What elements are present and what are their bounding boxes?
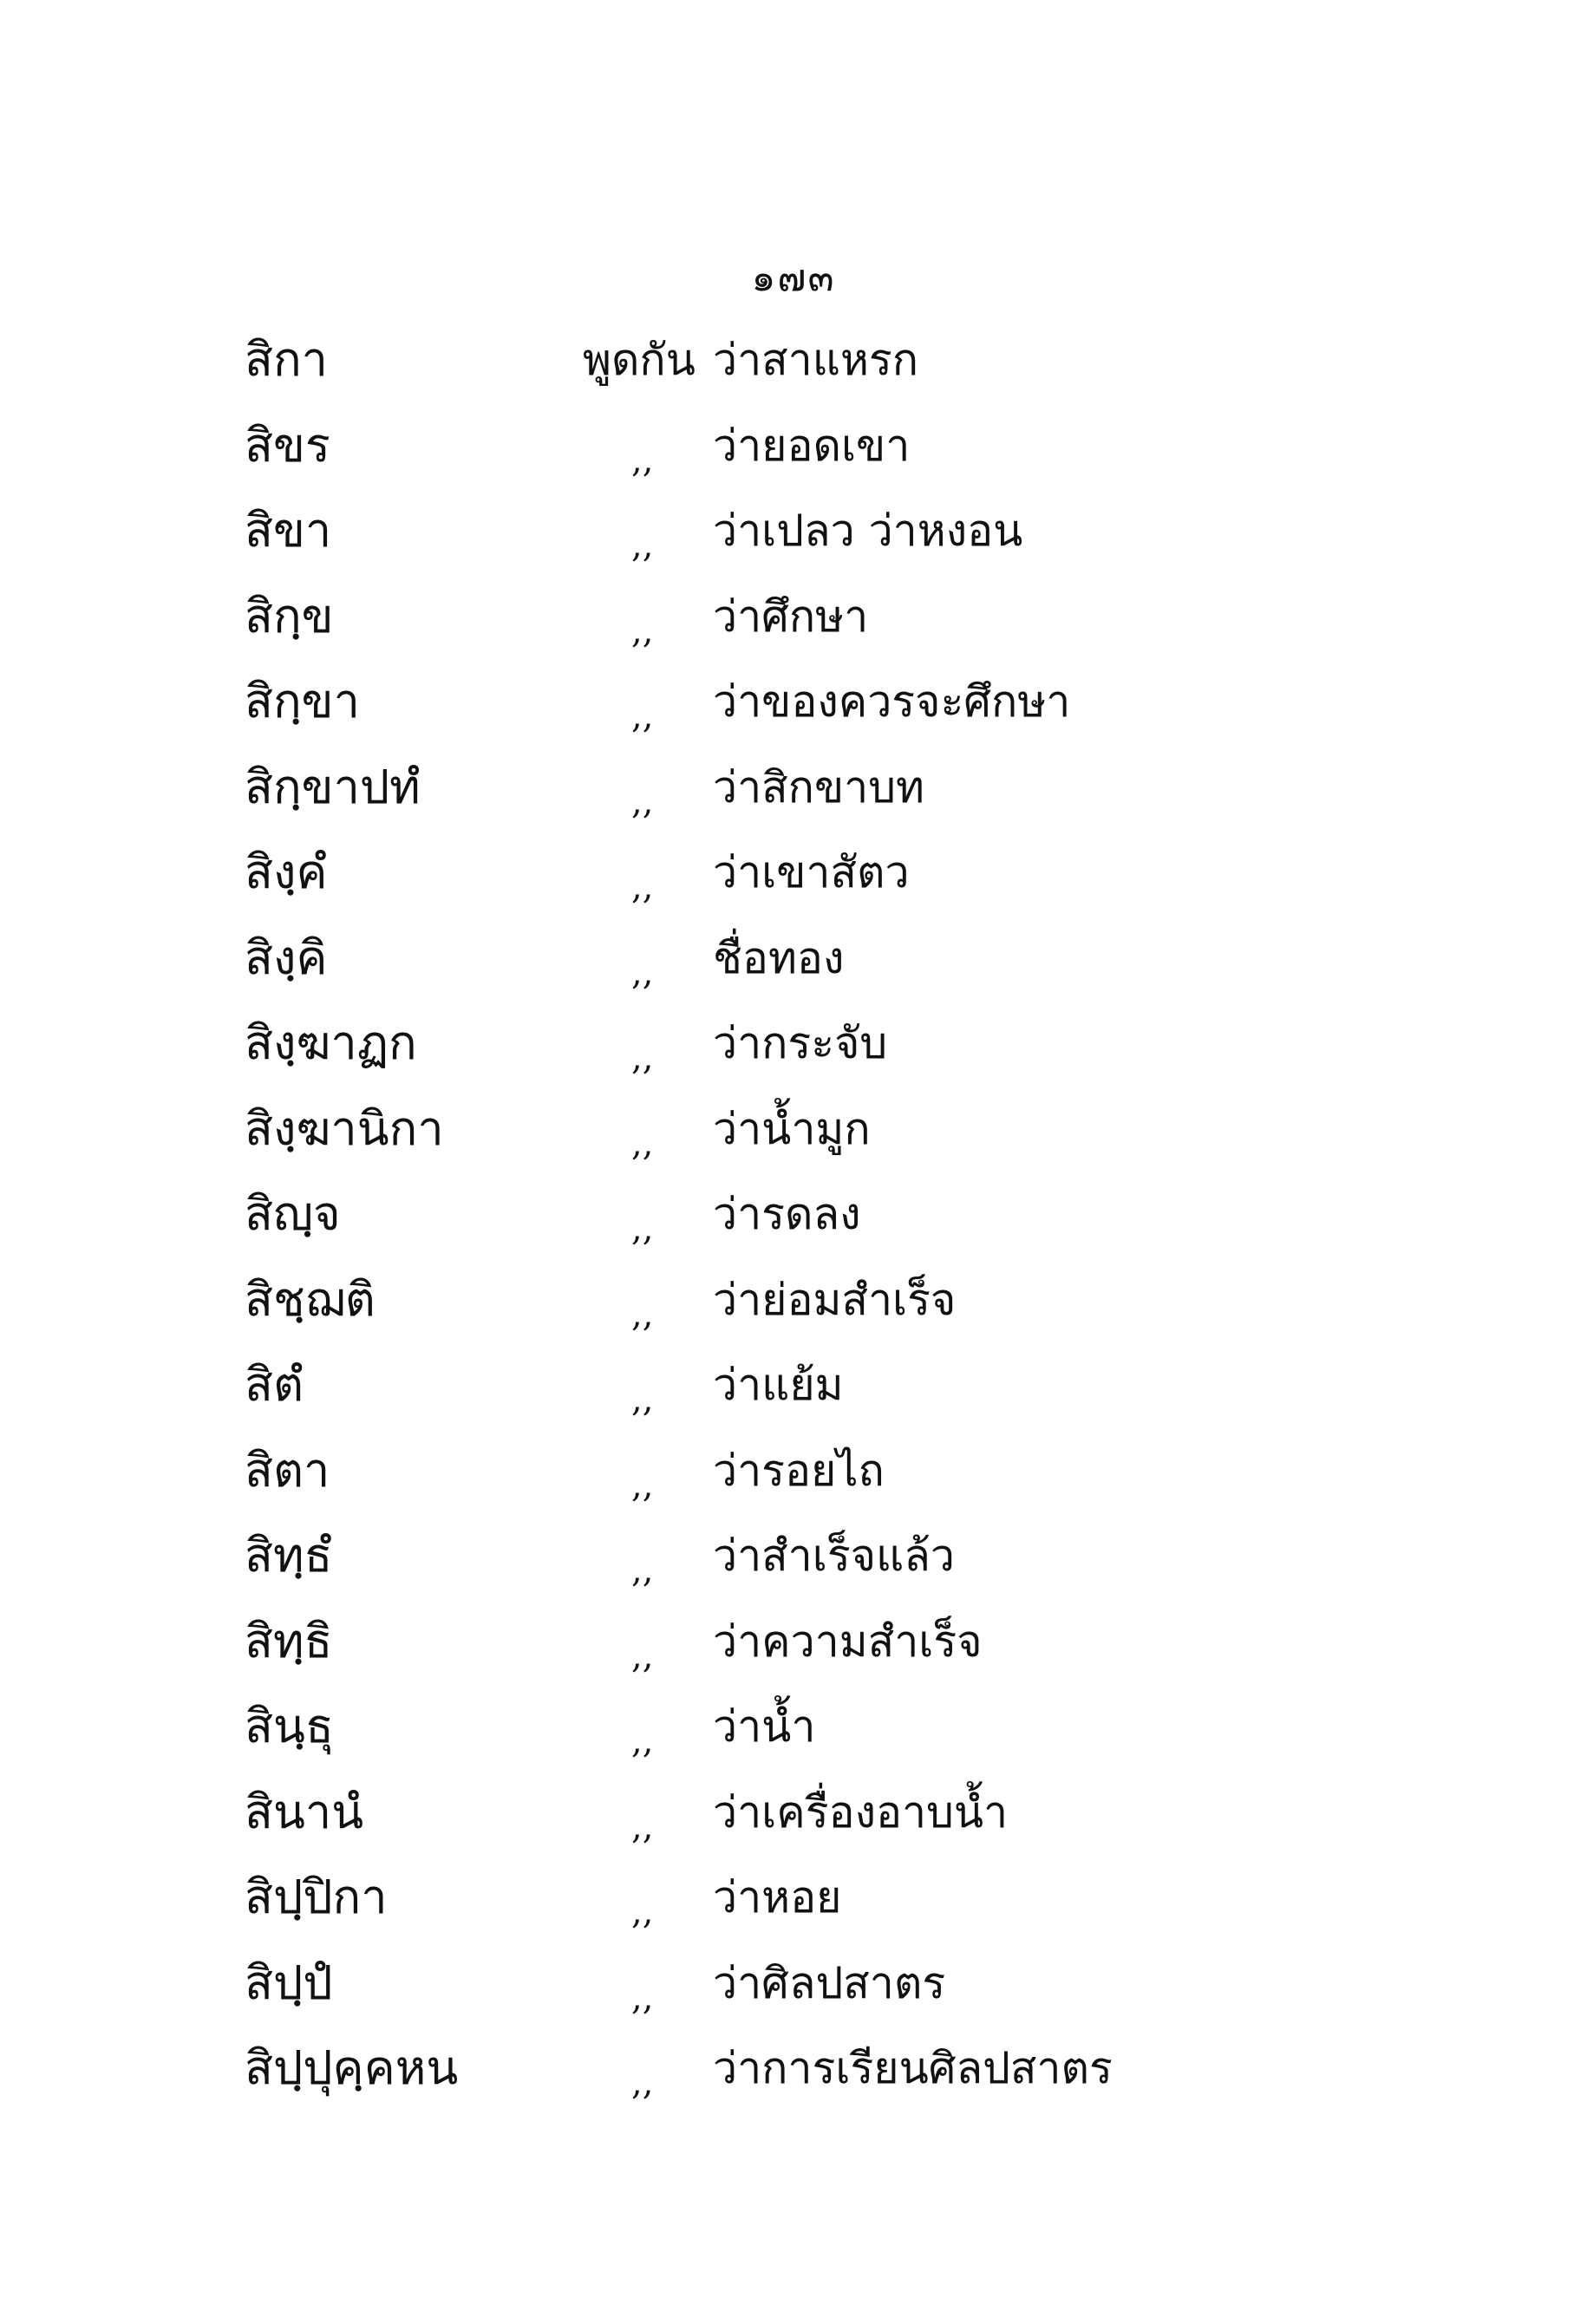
entry-term: สิงฺคํ bbox=[245, 845, 328, 899]
entry-meaning: ว่ารดลง bbox=[713, 1189, 861, 1239]
entry-term: สิญฺจ bbox=[245, 1186, 341, 1241]
entry-term: สิตา bbox=[245, 1442, 330, 1498]
entry-meaning: ว่าเปลว ว่าหงอน bbox=[713, 506, 1023, 556]
dictionary-entry bbox=[0, 1867, 1587, 1953]
dictionary-entry bbox=[0, 1953, 1587, 2039]
dictionary-entry bbox=[0, 1525, 1587, 1611]
entry-term: สิปฺปุคฺคหน bbox=[245, 2040, 459, 2095]
entry-meaning: ว่ายอดเขา bbox=[713, 420, 911, 471]
ditto-mark: ,, bbox=[631, 1038, 654, 1078]
dictionary-entry bbox=[0, 671, 1587, 757]
entry-term: สิกฺขา bbox=[245, 674, 360, 728]
entry-meaning: ว่าน้ำ bbox=[713, 1701, 816, 1752]
entry-term: สิกฺขาปทํ bbox=[245, 759, 421, 814]
dictionary-entry bbox=[0, 415, 1587, 501]
entry-term: สิปฺปํ bbox=[245, 1955, 333, 2010]
entry-meaning: ว่าของควรจะศึกษา bbox=[713, 676, 1071, 727]
entry-meaning: ว่าน้ำมูก bbox=[713, 1103, 871, 1154]
entry-meaning: ว่ารอยไถ bbox=[713, 1445, 885, 1496]
dictionary-entry bbox=[0, 500, 1587, 586]
entry-meaning: ว่าหอย bbox=[713, 1872, 842, 1923]
dictionary-entry bbox=[0, 1782, 1587, 1868]
entry-meaning: ว่าศึกษา bbox=[713, 591, 869, 642]
entry-meaning: ว่าความสำเร็จ bbox=[713, 1616, 983, 1667]
entry-term: สิขร bbox=[245, 417, 330, 473]
ditto-mark: ,, bbox=[631, 2063, 654, 2103]
entry-meaning: ว่าเขาสัตว bbox=[713, 847, 910, 898]
dictionary-entry bbox=[0, 1270, 1587, 1355]
entry-term: สิงฺฆานิกา bbox=[245, 1100, 444, 1156]
entry-term: สินฺธุ bbox=[245, 1699, 334, 1753]
entry-term: สิชฺฌติ bbox=[245, 1271, 376, 1327]
dictionary-entry bbox=[0, 757, 1587, 843]
dictionary-entry bbox=[0, 1355, 1587, 1440]
dictionary-entry bbox=[0, 1696, 1587, 1782]
dictionary-entry bbox=[0, 1611, 1587, 1697]
ditto-mark: ,, bbox=[631, 1380, 654, 1420]
dictionary-entry bbox=[0, 586, 1587, 672]
ditto-mark: ,, bbox=[631, 526, 654, 565]
ditto-mark: ,, bbox=[631, 1123, 654, 1164]
entry-term: สิทฺธํ bbox=[245, 1528, 333, 1583]
entry-term: สิทฺธิ bbox=[245, 1613, 333, 1668]
dictionary-entry-list bbox=[0, 330, 1587, 2124]
ditto-mark: ,, bbox=[631, 1892, 654, 1932]
ditto-mark: ,, bbox=[631, 610, 654, 651]
entry-meaning: ว่าย่อมสำเร็จ bbox=[713, 1274, 957, 1325]
entry-meaning: ว่าสาแหรก bbox=[713, 335, 919, 385]
ditto-mark: ,, bbox=[631, 1635, 654, 1676]
entry-meaning: ว่าศิลปสาตร bbox=[713, 1957, 946, 2008]
entry-meaning: ชื่อทอง bbox=[713, 932, 845, 983]
page-number: ๑๗๓ bbox=[751, 256, 836, 300]
entry-term: สิกา bbox=[245, 332, 328, 387]
dictionary-entry bbox=[0, 1013, 1587, 1099]
ditto-mark: ,, bbox=[631, 781, 654, 822]
dictionary-entry bbox=[0, 1184, 1587, 1270]
ditto-mark: ,, bbox=[631, 1721, 654, 1761]
ditto-mark: ,, bbox=[631, 952, 654, 993]
dictionary-entry bbox=[0, 1440, 1587, 1526]
entry-prefix: พูดกัน bbox=[583, 335, 696, 385]
entry-meaning: ว่าสิกขาบท bbox=[713, 761, 924, 813]
ditto-mark: ,, bbox=[631, 1806, 654, 1847]
ditto-mark: ,, bbox=[631, 1294, 654, 1335]
ditto-mark: ,, bbox=[631, 440, 654, 480]
ditto-mark: ,, bbox=[631, 1465, 654, 1505]
entry-meaning: ว่าการเรียนศิลปสาตร bbox=[713, 2043, 1113, 2093]
ditto-mark: ,, bbox=[631, 867, 654, 907]
entry-meaning: ว่าสำเร็จแล้ว bbox=[713, 1531, 955, 1581]
dictionary-entry bbox=[0, 2038, 1587, 2124]
entry-meaning: ว่ากระจับ bbox=[713, 1018, 888, 1068]
dictionary-entry bbox=[0, 842, 1587, 928]
ditto-mark: ,, bbox=[631, 1550, 654, 1590]
ditto-mark: ,, bbox=[631, 1209, 654, 1249]
entry-term: สินานํ bbox=[245, 1784, 364, 1839]
ditto-mark: ,, bbox=[631, 696, 654, 736]
entry-term: สิงฺฆาฏก bbox=[245, 1015, 417, 1070]
entry-term: สิตํ bbox=[245, 1357, 304, 1412]
dictionary-entry bbox=[0, 928, 1587, 1014]
entry-term: สิงฺคิ bbox=[245, 930, 328, 985]
dictionary-entry bbox=[0, 330, 1587, 415]
entry-term: สิปฺปิกา bbox=[245, 1870, 388, 1924]
dictionary-entry bbox=[0, 1099, 1587, 1185]
entry-term: สิขา bbox=[245, 503, 332, 558]
entry-term: สิกฺข bbox=[245, 588, 334, 643]
entry-meaning: ว่าแย้ม bbox=[713, 1360, 844, 1410]
entry-meaning: ว่าเครื่องอาบน้ำ bbox=[713, 1786, 1009, 1838]
ditto-mark: ,, bbox=[631, 1977, 654, 2018]
